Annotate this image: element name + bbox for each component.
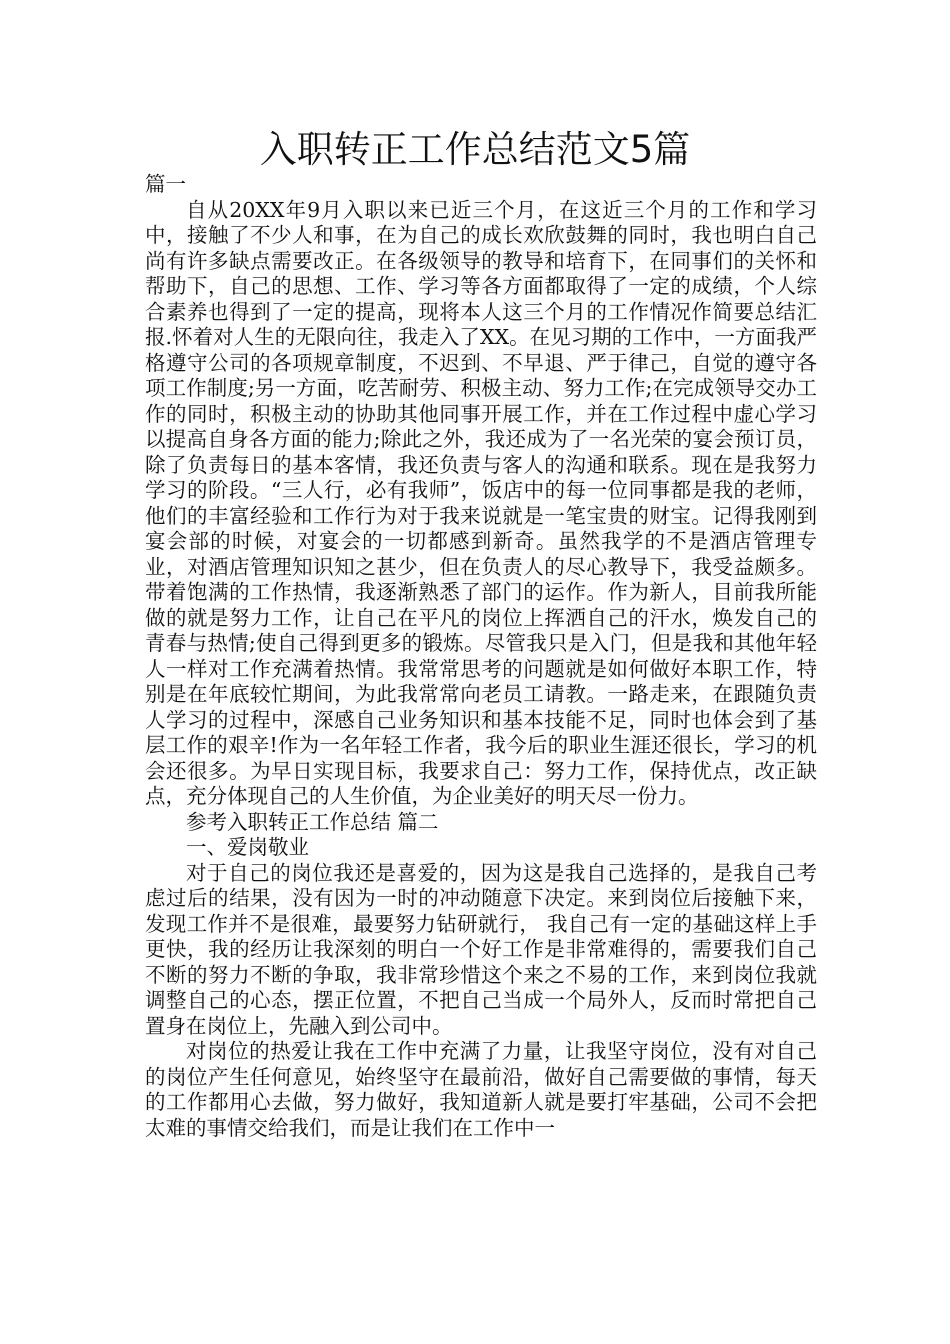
section-heading-1: 篇一	[145, 172, 186, 196]
section-heading-2: 参考入职转正工作总结 篇二	[186, 809, 439, 834]
document-body	[145, 172, 817, 1141]
document-title: 入职转正工作总结范文5篇	[259, 128, 691, 171]
section-2-paragraph-2: 对岗位的热爱让我在工作中充满了力量，让我坚守岗位，没有对自己的岗位产生任何意见，始终坚守在最前沿，做好自己需要做的事情，每天的工作都用心去做，努力做好，我知道新人就是要打牢基础，公司不会把太难的事情交给我们，而是让我们在工作中一	[145, 1039, 817, 1140]
section-2-subheading: 一、爱岗敬业	[186, 835, 309, 859]
section-2-paragraph-1: 对于自己的岗位我还是喜爱的，因为这是我自己选择的，是我自己考虑过后的结果，没有因为一时的冲动随意下决定。来到岗位后接触下来，发现工作并不是很难，最要努力钻研就行， 我自己有一定的基础这样上手更快，我的经历让我深刻的明白一个好工作是非常难得的，需要我们自己不断的努力不断的争取，我非常珍惜这个来之不易的工作，来到岗位我就调整自己的心态，摆正位置，不把自己当成一个局外人，反而时常把自己置身在岗位上，先融入到公司中。	[145, 860, 817, 1038]
section-1-paragraph: 自从20XX年9月入职以来已近三个月，在这近三个月的工作和学习中，接触了不少人和事，在为自己的成长欢欣鼓舞的同时，我也明白自己尚有许多缺点需要改正。在各级领导的教导和培育下，在同事们的关怀和帮助下，自己的思想、工作、学习等各方面都取得了一定的成绩，个人综合素养也得到了一定的提高，现将本人这三个月的工作情况作简要总结汇报.怀着对人生的无限向往，我走入了XX。在见习期的工作中，一方面我严格遵守公司的各项规章制度，不迟到、不早退、严于律己，自觉的遵守各项工作制度;另一方面，吃苦耐劳、积极主动、努力工作;在完成领导交办工作的同时，积极主动的协助其他同事开展工作，并在工作过程中虚心学习以提高自身各方面的能力;除此之外，我还成为了一名光荣的宴会预订员，除了负责每日的基本客情，我还负责与客人的沟通和联系。现在是我努力学习的阶段。“三人行，必有我师”，饭店中的每一位同事都是我的老师，他们的丰富经验和工作行为对于我来说就是一笔宝贵的财宝。记得我刚到宴会部的时候，对宴会的一切都感到新奇。虽然我学的不是酒店管理专业，对酒店管理知识知之甚少，但在负责人的尽心教导下，我受益颇多。带着饱满的工作热情，我逐渐熟悉了部门的运作。作为新人，目前我所能做的就是努力工作，让自己在平凡的岗位上挥洒自己的汗水，焕发自己的青春与热情;使自己得到更多的锻炼。尽管我只是入门，但是我和其他年轻人一样对工作充满着热情。我常常思考的问题就是如何做好本职工作，特别是在年底较忙期间，为此我常常向老员工请教。一路走来，在跟随负责人学习的过程中，深感自己业务知识和基本技能不足，同时也体会到了基层工作的艰辛!作为一名年轻工作者，我今后的职业生涯还很长，学习的机会还很多。为早日实现目标，我要求自己：努力工作，保持优点，改正缺点，充分体现自己的人生价值，为企业美好的明天尽一份力。	[145, 197, 817, 808]
